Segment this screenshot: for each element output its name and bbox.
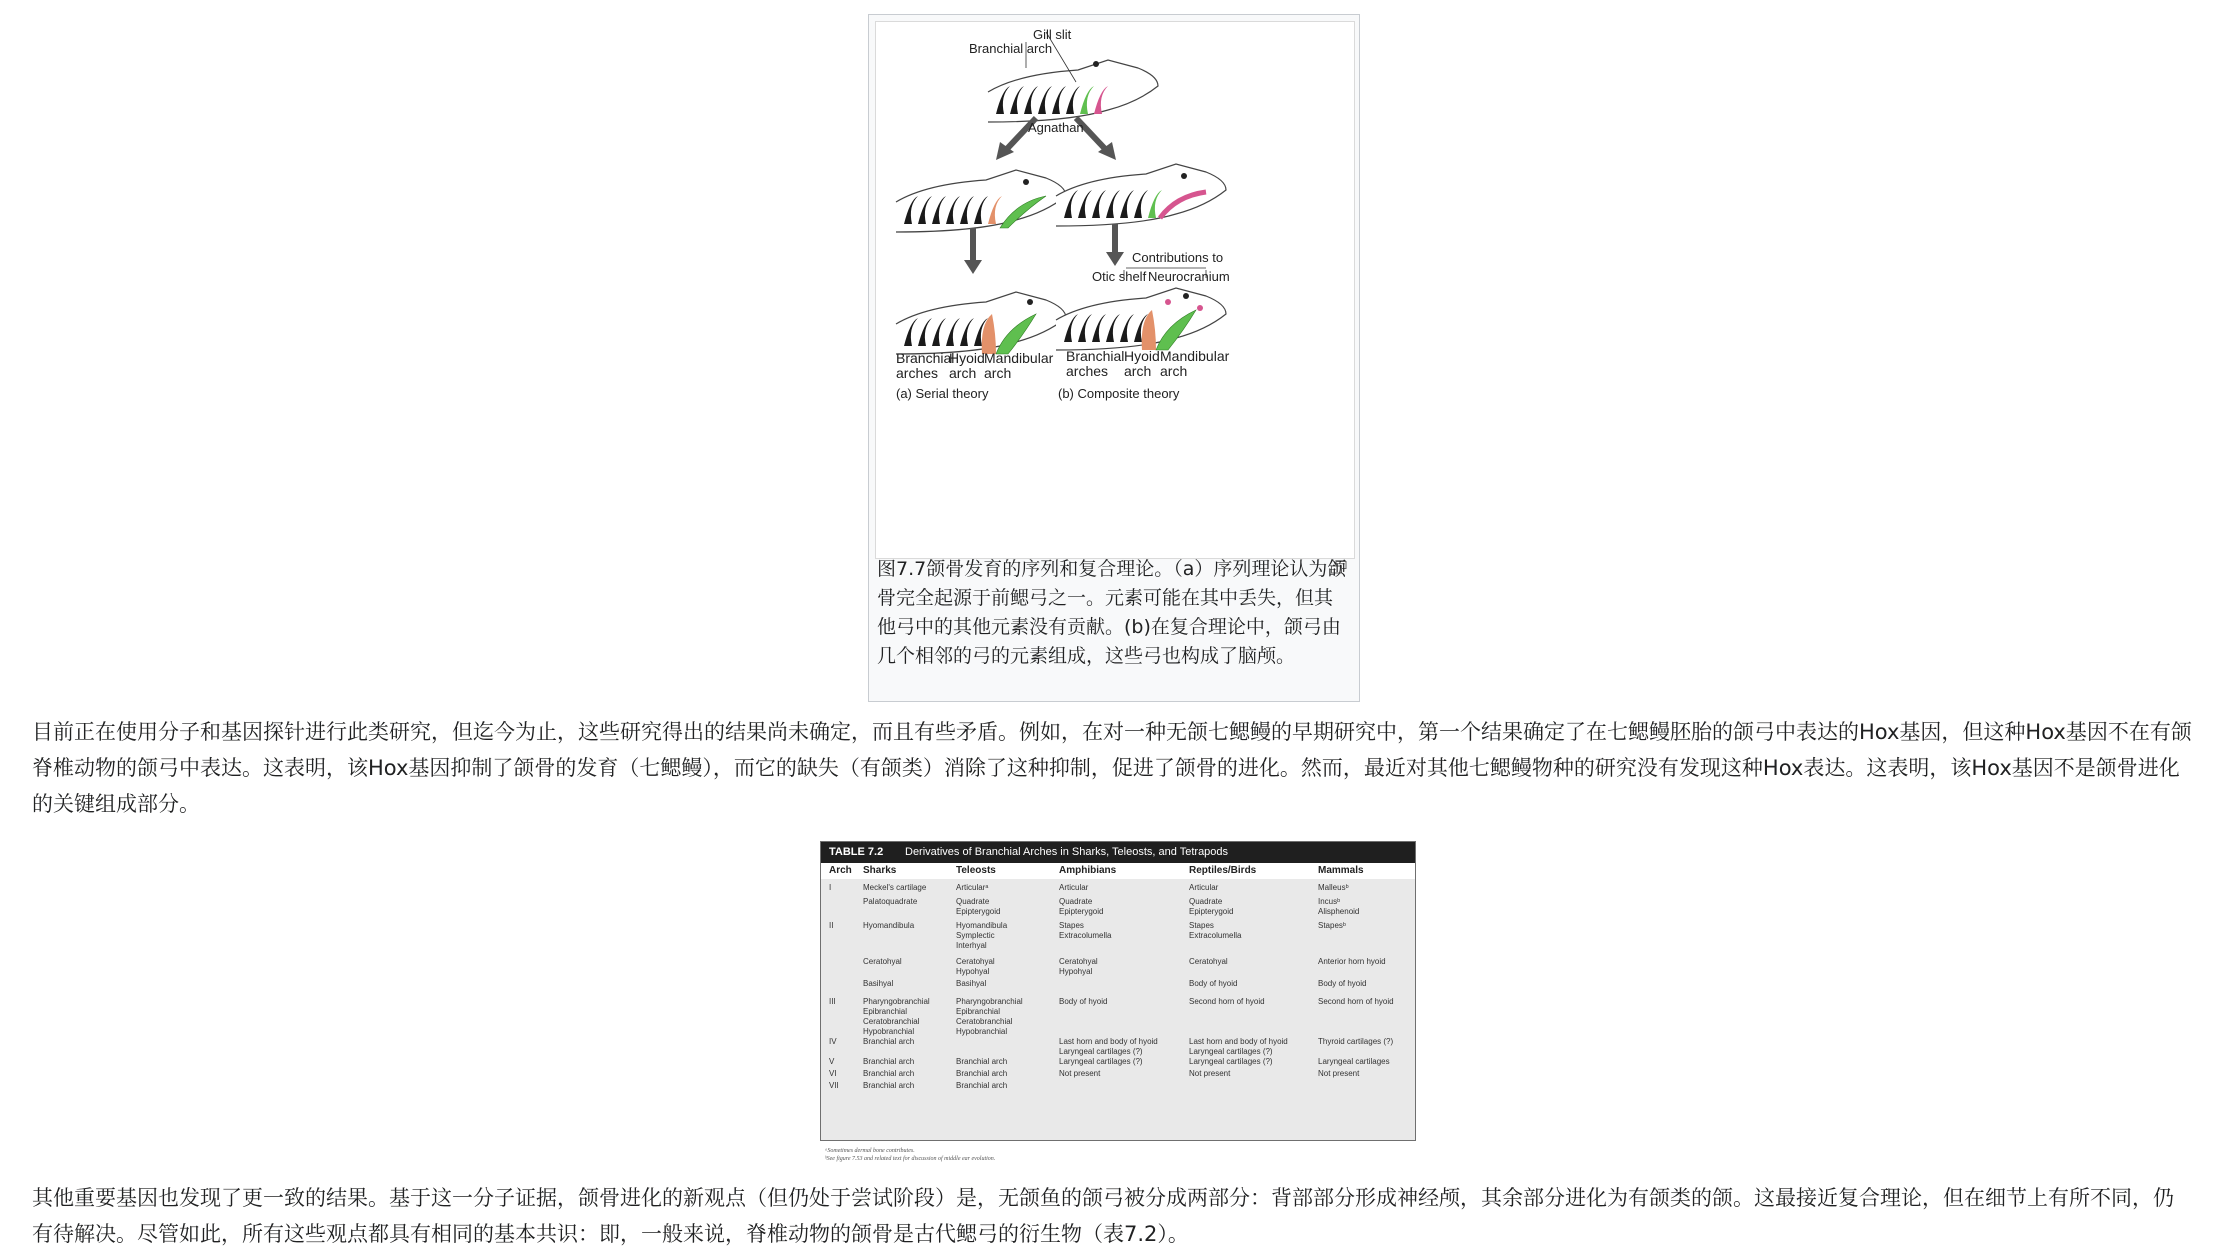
table-cell: Quadrate Epipterygoid (1059, 897, 1104, 916)
table-header-bar (821, 842, 1415, 863)
table-cell: Ceratohyal Hypohyal (1059, 957, 1098, 976)
table-cell: Branchial arch (863, 1037, 915, 1046)
label-b-hyoid: Hyoid (1124, 348, 1160, 364)
figure-image[interactable] (875, 21, 1355, 559)
label-a-mandibular: Mandibular (984, 350, 1054, 366)
label-neurocranium: Neurocranium (1148, 269, 1230, 284)
table-cell: Last horn and body of hyoid Laryngeal cartilages (?) (1189, 1037, 1288, 1056)
table-cell: Branchial arch (863, 1081, 915, 1090)
table-cell: Palatoquadrate (863, 897, 918, 906)
table-cell: Laryngeal cartilages (?) (1189, 1057, 1273, 1066)
table-cell: Stapes Extracolumella (1189, 921, 1242, 940)
table-cell: Laryngeal cartilages (?) (1059, 1057, 1143, 1066)
table-cell: VI (829, 1069, 837, 1078)
col-reptiles-birds: Reptiles/Birds (1189, 865, 1257, 876)
table-cell: Articular (1059, 883, 1089, 892)
table-cell: Ceratohyal (1189, 957, 1228, 966)
table-cell: Stapesᵇ (1318, 921, 1346, 930)
table-cell: Articularᵃ (956, 883, 989, 892)
table-cell: Body of hyoid (1189, 979, 1238, 988)
table-cell: VII (829, 1081, 839, 1090)
label-b-arch-hyoid: arch (1124, 363, 1152, 379)
table-number: TABLE 7.2 (829, 846, 884, 858)
label-b-mandibular: Mandibular (1160, 348, 1230, 364)
agnathan-head (988, 60, 1158, 122)
label-otic-shelf: Otic shelf (1092, 269, 1147, 284)
col-mammals: Mammals (1318, 865, 1364, 876)
label-a-arch-mandibular: arch (984, 365, 1012, 381)
table-footnote-b: ᵇSee figure 7.53 and related text for discussion of middle ear evolution. (825, 1156, 996, 1162)
table-cell: Laryngeal cartilages (1318, 1057, 1390, 1066)
table-body (821, 879, 1415, 1140)
serial-intermediate-head (896, 170, 1066, 232)
table-footnote-a: ᵃSometimes dermal bone contributes. (825, 1148, 915, 1154)
figure-caption: 图7.7颌骨发育的序列和复合理论。（a）序列理论认为颌骨完全起源于前鳃弓之一。元素可能在其中丢失，但其他弓中的其他元素没有贡献。(b)在复合理论中，颌弓由几个相邻的弓的元素组成，这些弓也构成了脑颅。 (877, 558, 1347, 667)
table-cell: Pharyngobranchial Epibranchial Ceratobranchial Hypobranchial (863, 997, 930, 1036)
table-cell: Basihyal (863, 979, 894, 988)
body-paragraph-2: 其他重要基因也发现了更一致的结果。基于这一分子证据，颌骨进化的新观点（但仍处于尝试阶段）是，无颌鱼的颌弓被分成两部分：背部部分形成神经颅，其余部分进化为有颌类的颌。这最接近复合理论，但在细节上有所不同，仍有待解决。尽管如此，所有这些观点都具有相同的基本共识：即，一般来说，脊椎动物的颌骨是古代鳃弓的衍生物（表7.2）。 (32, 1186, 2174, 1246)
table-cell: Malleusᵇ (1318, 883, 1349, 892)
table-cell: Branchial arch (863, 1057, 915, 1066)
table-cell: I (829, 883, 832, 892)
label-a-hyoid: Hyoid (949, 350, 985, 366)
table-cell: Second horn of hyoid (1189, 997, 1265, 1006)
composite-jawed-head (1056, 288, 1226, 350)
table-cell: Stapes Extracolumella (1059, 921, 1112, 940)
table-cell: IV (829, 1037, 837, 1046)
table-cell: Articular (1189, 883, 1219, 892)
table-cell: Ceratohyal Hypohyal (956, 957, 995, 976)
table-column-headers (821, 863, 1415, 879)
table-cell: V (829, 1057, 835, 1066)
table-cell: Quadrate Epipterygoid (1189, 897, 1234, 916)
table-cell: III (829, 997, 836, 1006)
table-cell: Quadrate Epipterygoid (956, 897, 1001, 916)
table-cell: Basihyal (956, 979, 987, 988)
table-cell: Last horn and body of hyoid Laryngeal cartilages (?) (1059, 1037, 1158, 1056)
table-cell: Branchial arch (956, 1069, 1008, 1078)
table-cell: Not present (1059, 1069, 1101, 1078)
table-cell: Incusᵇ Alisphenoid (1318, 897, 1360, 916)
label-branchial-arch: Branchial arch (969, 41, 1053, 56)
label-agnathan: Agnathan (1028, 120, 1084, 135)
label-contributions-to: Contributions to (1132, 250, 1224, 265)
table-cell: Branchial arch (956, 1081, 1008, 1090)
table-cell: Thyroid cartilages (?) (1318, 1037, 1394, 1046)
figure-thumbnail (868, 14, 1360, 702)
table-7-2-image[interactable] (820, 841, 1416, 1162)
table-cell: Pharyngobranchial Epibranchial Ceratobranchial Hypobranchial (956, 997, 1023, 1036)
jaw-evolution-diagram (876, 22, 1354, 558)
label-a-branchial: Branchial (896, 350, 955, 366)
table-cell: Second horn of hyoid (1318, 997, 1394, 1006)
table-cell: Branchial arch (863, 1069, 915, 1078)
col-sharks: Sharks (863, 865, 897, 876)
serial-jawed-head (896, 292, 1066, 354)
col-teleosts: Teleosts (956, 865, 996, 876)
table-cell: Not present (1189, 1069, 1231, 1078)
col-arch: Arch (829, 865, 852, 876)
composite-intermediate-head (1056, 164, 1226, 226)
label-b-arches: arches (1066, 363, 1109, 379)
table-cell: Ceratohyal (863, 957, 902, 966)
table-title: Derivatives of Branchial Arches in Sharks, Teleosts, and Tetrapods (905, 846, 1229, 858)
body-paragraph-1: 目前正在使用分子和基因探针进行此类研究，但迄今为止，这些研究得出的结果尚未确定，而且有些矛盾。例如，在对一种无颌七鳃鳗的早期研究中，第一个结果确定了在七鳃鳗胚胎的颌弓中表达的Hox基因，但这种Hox基因不在有颌脊椎动物的颌弓中表达。这表明，该Hox基因抑制了颌骨的发育（七鳃鳗），而它的缺失（有颌类）消除了这种抑制，促进了颌骨的进化。然而，最近对其他七鳃鳗物种的研究没有发现这种Hox表达。这表明，该Hox基因不是颌骨进化的关键组成部分。 (32, 720, 2192, 816)
label-gill-slit: Gill slit (1033, 27, 1072, 42)
table-cell: Hyomandibula Symplectic Interhyal (956, 921, 1008, 950)
table-cell: Anterior horn hyoid (1318, 957, 1386, 966)
label-b-arch-mandibular: arch (1160, 363, 1188, 379)
table-cell: Body of hyoid (1059, 997, 1108, 1006)
label-a-arches: arches (896, 365, 939, 381)
label-serial-theory: (a) Serial theory (896, 386, 989, 401)
table-cell: Body of hyoid (1318, 979, 1367, 988)
label-composite-theory: (b) Composite theory (1058, 386, 1180, 401)
label-a-arch-hyoid: arch (949, 365, 977, 381)
table-cell: Not present (1318, 1069, 1360, 1078)
table-cell: II (829, 921, 834, 930)
table-cell: Meckel's cartilage (863, 883, 927, 892)
table-cell: Hyomandibula (863, 921, 915, 930)
table-cell: Branchial arch (956, 1057, 1008, 1066)
col-amphibians: Amphibians (1059, 865, 1117, 876)
label-b-branchial: Branchial (1066, 348, 1125, 364)
